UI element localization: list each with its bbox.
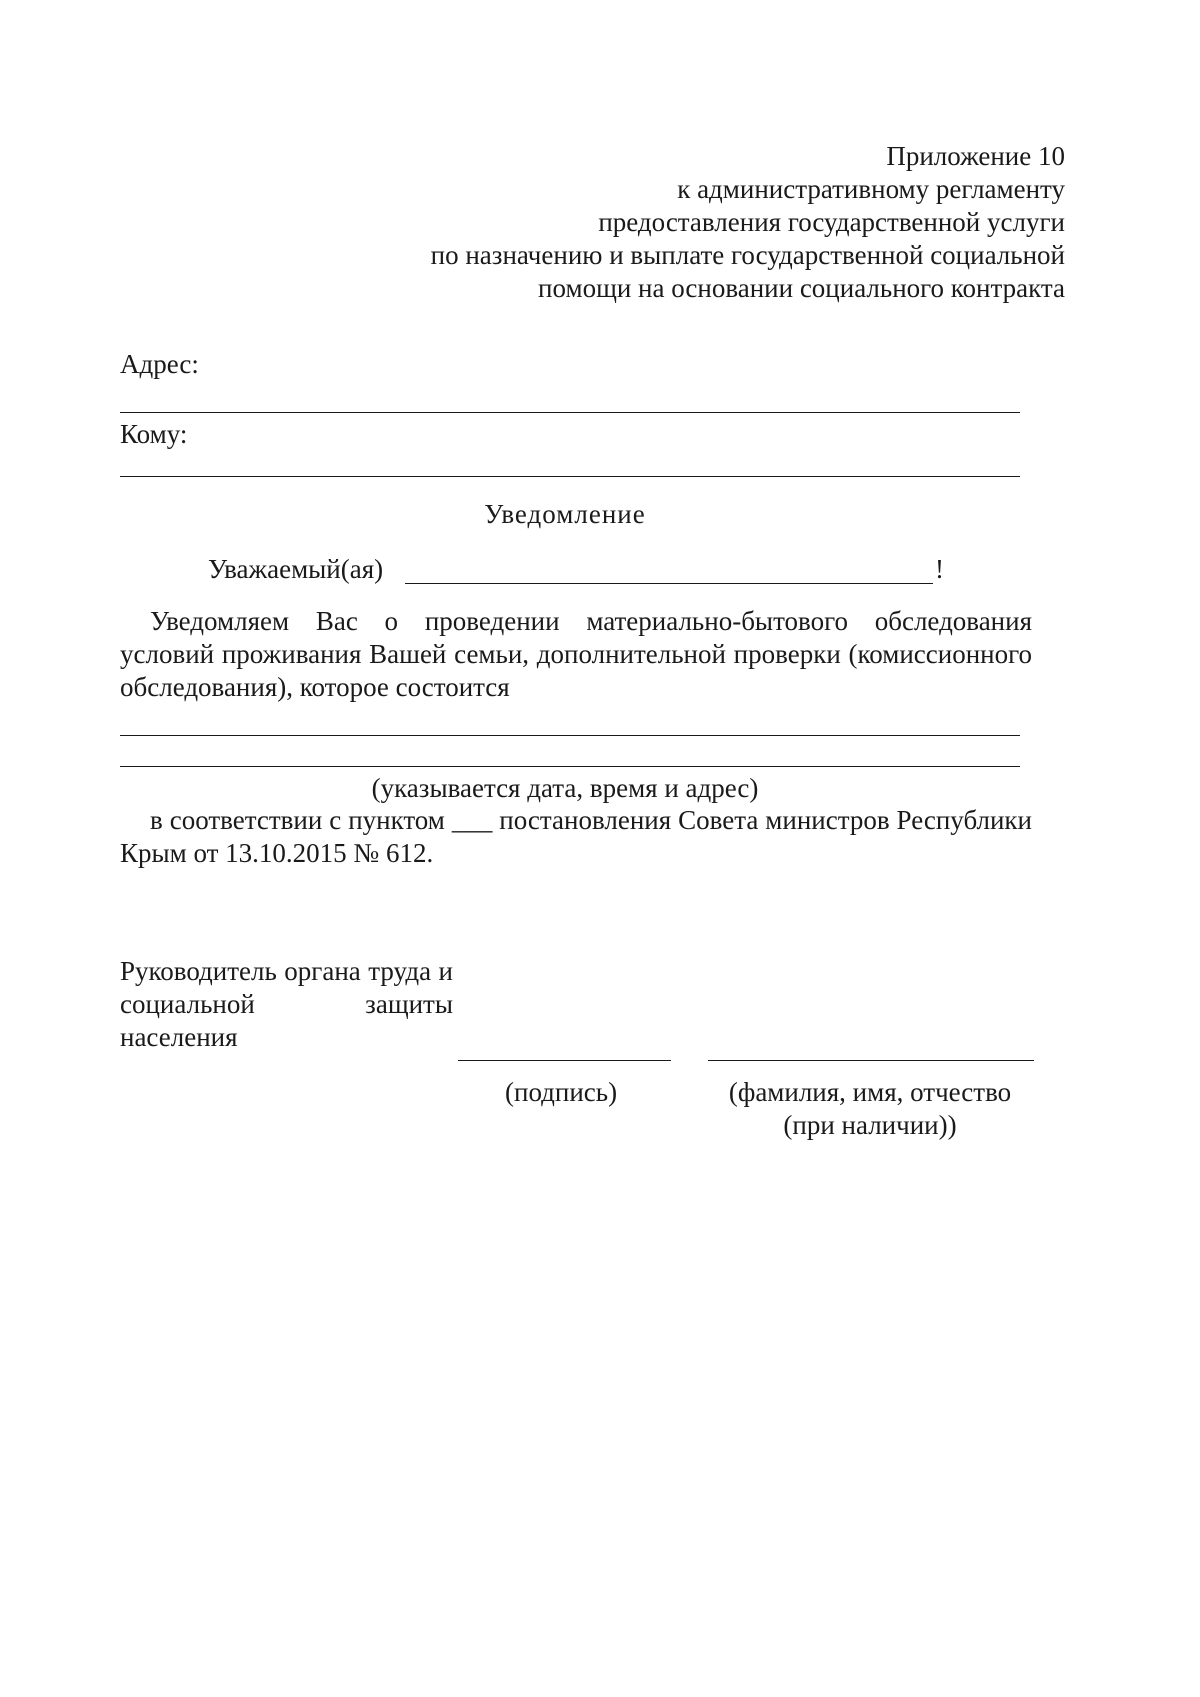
signature-line	[458, 1060, 671, 1061]
signature-caption: (подпись)	[505, 1077, 618, 1107]
appendix-header-line: помощи на основании социального контракта	[538, 273, 1065, 303]
date-fill-line	[120, 735, 1020, 736]
full-name-line	[708, 1060, 1034, 1061]
greeting-name-line	[405, 583, 933, 584]
date-fill-line	[120, 766, 1020, 767]
recipient-label: Кому:	[120, 419, 188, 449]
greeting-text: Уважаемый(ая)	[208, 554, 384, 584]
greeting-exclamation: !	[935, 554, 944, 584]
recipient-fill-line	[120, 476, 1020, 477]
notice-paragraph: Уведомляем Вас о проведении материально-бытового обследования условий проживания Вашей семьи, дополнительной проверки (комиссионного обследования), которое состоится	[120, 606, 1032, 702]
legal-basis-paragraph: в соответствии с пунктом ___ постановления Совета министров Республики Крым от 13.10.2015 № 612.	[120, 805, 1032, 868]
full-name-caption	[705, 1076, 1035, 1142]
address-fill-line	[120, 412, 1020, 413]
signer-title: Руководитель органа труда и социальной защиты населения	[120, 956, 453, 1052]
appendix-header	[431, 140, 1065, 305]
document-title: Уведомление	[484, 499, 646, 529]
appendix-header-line: Приложение 10	[886, 141, 1065, 171]
appendix-header-line: по назначению и выплате государственной социальной	[430, 240, 1065, 270]
full-name-caption-line: (при наличии))	[783, 1110, 957, 1140]
appendix-header-line: предоставления государственной услуги	[598, 207, 1065, 237]
address-label: Адрес:	[120, 349, 199, 379]
date-hint: (указывается дата, время и адрес)	[371, 773, 759, 803]
appendix-header-line: к административному регламенту	[677, 174, 1065, 204]
full-name-caption-line: (фамилия, имя, отчество	[728, 1077, 1012, 1107]
